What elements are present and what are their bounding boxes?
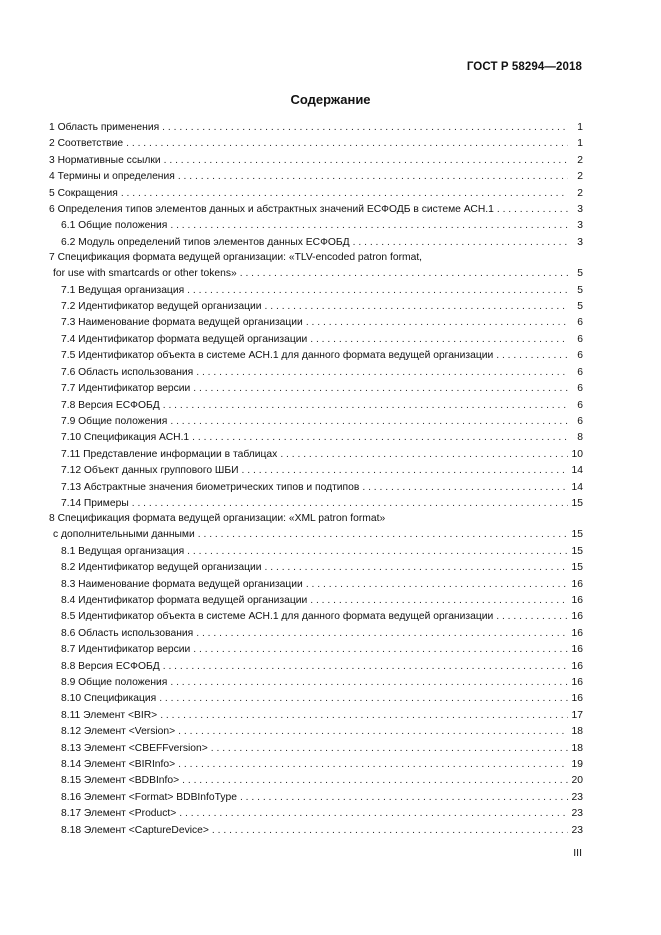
toc-entry-label: 8.12 Элемент <Version>: [61, 726, 176, 738]
toc-entry-label: 8.8 Версия ЕСФОБД: [61, 660, 160, 672]
toc-entry[interactable]: [49, 544, 583, 560]
toc-leader-dots: [240, 790, 568, 806]
toc-leader-dots: [178, 169, 568, 185]
toc-entry-label: 8.11 Элемент <BIR>: [61, 709, 158, 721]
toc-entry-label: 2 Соответствие: [49, 138, 124, 150]
toc-entry-page: 3: [577, 220, 583, 232]
page-title: Содержание: [290, 92, 371, 107]
toc-leader-dots: [164, 153, 568, 169]
toc-entry[interactable]: [49, 724, 583, 740]
toc-entry-label: 7.2 Идентификатор ведущей организации: [61, 301, 262, 313]
toc-leader-dots: [496, 348, 568, 364]
toc-entry-page: 2: [577, 171, 583, 183]
toc-entry-heading: 8 Спецификация формата ведущей организации: «XML patron format»: [49, 513, 386, 525]
toc-leader-dots: [163, 398, 568, 414]
toc-entry[interactable]: [49, 283, 583, 299]
toc-entry[interactable]: [49, 609, 583, 625]
toc-entry-label: 7.14 Примеры: [61, 497, 129, 509]
toc-entry-page: 16: [571, 693, 583, 705]
toc-entry[interactable]: [49, 235, 583, 251]
toc-entry-page: 3: [577, 204, 583, 216]
toc-leader-dots: [306, 315, 568, 331]
toc-entry-page: 14: [571, 481, 583, 493]
toc-entry-label: 8.4 Идентификатор формата ведущей организации: [61, 594, 308, 606]
toc-entry-page: 5: [577, 301, 583, 313]
toc-entry-label: 8.5 Идентификатор объекта в системе АСН.1 для данного формата ведущей организации: [61, 611, 494, 623]
toc-entry-page: 6: [577, 317, 583, 329]
toc-entry-page: 10: [571, 448, 583, 460]
toc-leader-dots: [310, 332, 568, 348]
toc-entry[interactable]: [49, 560, 583, 576]
toc-entry-label: 6.1 Общие положения: [61, 220, 168, 232]
toc-leader-dots: [179, 806, 568, 822]
toc-entry[interactable]: [49, 153, 583, 169]
toc-entry-label: 8.17 Элемент <Product>: [61, 808, 177, 820]
toc-entry-page: 17: [571, 709, 583, 721]
toc-leader-dots: [242, 463, 568, 479]
standard-number: ГОСТ Р 58294—2018: [466, 61, 582, 73]
toc-entry[interactable]: [49, 480, 583, 496]
toc-leader-dots: [306, 577, 568, 593]
toc-leader-dots: [126, 136, 568, 152]
toc-entry[interactable]: [49, 136, 583, 152]
toc-entry-label: 7.4 Идентификатор формата ведущей организации: [61, 333, 308, 345]
toc-entry[interactable]: [49, 642, 583, 658]
toc-leader-dots: [160, 708, 568, 724]
toc-entry-page: 23: [571, 808, 583, 820]
toc-leader-dots: [192, 430, 568, 446]
toc-leader-dots: [196, 365, 568, 381]
toc-leader-dots: [170, 675, 568, 691]
toc-entry-page: 14: [571, 465, 583, 477]
toc-leader-dots: [496, 609, 568, 625]
toc-entry[interactable]: [49, 593, 583, 609]
toc-entry-page: 6: [577, 383, 583, 395]
toc-entry-label: 8.15 Элемент <BDBInfo>: [61, 775, 180, 787]
toc-leader-dots: [310, 593, 568, 609]
toc-entry-label: 7.11 Представление информации в таблицах: [61, 448, 278, 460]
toc-entry[interactable]: [49, 120, 583, 136]
toc-leader-dots: [196, 626, 568, 642]
toc-entry[interactable]: [49, 315, 583, 331]
toc-entry-page: 18: [571, 726, 583, 738]
toc-entry[interactable]: [49, 773, 583, 789]
toc-entry[interactable]: [49, 691, 583, 707]
toc-entry-page: 16: [571, 594, 583, 606]
toc-entry-page: 16: [571, 677, 583, 688]
toc-entry[interactable]: [49, 365, 583, 381]
toc-entry-page: 5: [577, 268, 583, 280]
toc-leader-dots: [170, 414, 568, 430]
toc-entry-label: 7.10 Спецификация АСН.1: [61, 432, 190, 444]
toc-entry[interactable]: [49, 186, 583, 202]
toc-leader-dots: [193, 642, 568, 658]
toc-leader-dots: [182, 773, 568, 789]
toc-leader-dots: [162, 120, 568, 136]
toc-entry-page: 15: [571, 545, 583, 557]
toc-leader-dots: [178, 724, 568, 740]
toc-entry-label: 7.9 Общие положения: [61, 415, 168, 427]
toc-leader-dots: [159, 691, 568, 707]
toc-leader-dots: [132, 496, 568, 512]
toc-leader-dots: [178, 757, 568, 773]
toc-entry-page: 19: [571, 759, 583, 771]
toc-entry-label: с дополнительными данными: [53, 529, 195, 541]
toc-entry[interactable]: [49, 218, 583, 234]
toc-entry[interactable]: [49, 169, 583, 185]
toc-entry[interactable]: [49, 741, 583, 757]
toc-entry-heading: 7 Спецификация формата ведущей организации: «TLV-encoded patron format,: [49, 252, 423, 264]
toc-entry-label: 7.13 Абстрактные значения биометрических типов и подтипов: [61, 481, 360, 493]
toc-entry[interactable]: [49, 659, 583, 675]
toc-entry[interactable]: [49, 675, 583, 691]
toc-leader-dots: [193, 381, 568, 397]
toc-leader-dots: [265, 560, 568, 576]
toc-entry-label: 5 Сокращения: [49, 187, 118, 199]
toc-entry-page: 6: [577, 366, 583, 378]
toc-entry-label: 7.8 Версия ЕСФОБД: [61, 399, 160, 411]
toc-leader-dots: [170, 218, 568, 234]
table-of-contents: [49, 120, 583, 839]
toc-entry[interactable]: [49, 577, 583, 593]
toc-entry-label: 8.2 Идентификатор ведущей организации: [61, 562, 262, 574]
toc-leader-dots: [187, 283, 568, 299]
toc-entry-page: 1: [577, 138, 583, 150]
toc-entry[interactable]: [49, 496, 583, 512]
toc-entry-label: 7.5 Идентификатор объекта в системе АСН.1 для данного формата ведущей организации: [61, 350, 494, 362]
toc-entry-page: 20: [571, 775, 583, 787]
toc-entry-label: 8.7 Идентификатор версии: [61, 644, 191, 656]
toc-entry[interactable]: [49, 790, 583, 806]
toc-entry-label: 4 Термины и определения: [49, 171, 175, 183]
toc-entry-page: 5: [577, 284, 583, 296]
toc-entry-page: 15: [571, 529, 583, 541]
toc-entry[interactable]: [49, 332, 583, 348]
toc-entry[interactable]: [49, 708, 583, 724]
toc-entry-page: 3: [577, 236, 583, 248]
toc-entry-page: 23: [571, 824, 583, 836]
toc-entry-page: 2: [577, 187, 583, 199]
toc-entry-label: 7.3 Наименование формата ведущей организации: [61, 317, 303, 329]
toc-leader-dots: [353, 235, 568, 251]
toc-entry-page: 15: [571, 497, 583, 509]
toc-leader-dots: [211, 741, 568, 757]
toc-entry[interactable]: [49, 266, 583, 282]
toc-leader-dots: [265, 299, 568, 315]
toc-entry-label: 7.7 Идентификатор версии: [61, 383, 191, 395]
toc-entry-page: 16: [571, 644, 583, 656]
toc-leader-dots: [187, 544, 568, 560]
toc-entry[interactable]: [49, 202, 583, 218]
toc-entry-label: 8.3 Наименование формата ведущей организации: [61, 578, 303, 590]
toc-entry[interactable]: [49, 398, 583, 414]
toc-leader-dots: [497, 202, 568, 218]
toc-leader-dots: [240, 266, 568, 282]
toc-entry-page: 6: [577, 415, 583, 427]
toc-entry-page: 8: [577, 432, 583, 444]
toc-entry[interactable]: [49, 299, 583, 315]
toc-entry-page: 2: [577, 154, 583, 166]
toc-entry-page: 23: [571, 791, 583, 803]
toc-leader-dots: [212, 823, 568, 839]
toc-entry-label: 8.10 Спецификация: [61, 693, 157, 705]
toc-entry-label: 8.6 Область использования: [61, 627, 194, 639]
toc-entry[interactable]: [49, 806, 583, 822]
toc-leader-dots: [280, 447, 568, 463]
toc-entry-label: 7.1 Ведущая организация: [61, 284, 185, 296]
toc-entry-label: for use with smartcards or other tokens»: [53, 268, 237, 280]
toc-entry-label: 8.14 Элемент <BIRInfo>: [61, 759, 176, 771]
toc-entry-label: 6 Определения типов элементов данных и абстрактных значений ЕСФОДБ в системе АСН.1: [49, 204, 494, 216]
toc-entry[interactable]: [49, 757, 583, 773]
toc-entry-page: 1: [577, 122, 583, 133]
toc-leader-dots: [121, 186, 568, 202]
toc-leader-dots: [163, 659, 568, 675]
toc-entry[interactable]: [49, 626, 583, 642]
toc-entry-page: 16: [571, 627, 583, 639]
toc-entry-label: 7.6 Область использования: [61, 366, 194, 378]
toc-entry-label: 8.9 Общие положения: [61, 677, 168, 688]
toc-entry-label: 8.16 Элемент <Format> BDBInfoType: [61, 791, 237, 803]
toc-entry[interactable]: [49, 823, 583, 839]
toc-entry-page: 18: [571, 742, 583, 754]
page-number: III: [573, 847, 582, 859]
toc-entry[interactable]: [49, 527, 583, 543]
toc-entry[interactable]: [49, 381, 583, 397]
toc-leader-dots: [198, 527, 568, 543]
toc-entry-label: 8.13 Элемент <CBEFFversion>: [61, 742, 208, 754]
toc-entry-page: 16: [571, 611, 583, 623]
toc-entry-page: 16: [571, 578, 583, 590]
toc-entry[interactable]: [49, 430, 583, 446]
toc-entry-label: 1 Область применения: [49, 122, 160, 133]
toc-entry[interactable]: [49, 447, 583, 463]
toc-leader-dots: [362, 480, 568, 496]
toc-entry-label: 8.1 Ведущая организация: [61, 545, 185, 557]
toc-entry[interactable]: [49, 348, 583, 364]
toc-entry-page: 6: [577, 350, 583, 362]
toc-entry-label: 8.18 Элемент <CaptureDevice>: [61, 824, 209, 836]
toc-entry-page: 6: [577, 333, 583, 345]
toc-entry[interactable]: [49, 463, 583, 479]
toc-entry-page: 6: [577, 399, 583, 411]
toc-entry[interactable]: [49, 414, 583, 430]
toc-entry-label: 6.2 Модуль определений типов элементов данных ЕСФОБД: [61, 236, 350, 248]
toc-entry-label: 7.12 Объект данных группового ШБИ: [61, 465, 239, 477]
toc-entry-label: 3 Нормативные ссылки: [49, 154, 161, 166]
toc-entry-page: 15: [571, 562, 583, 574]
toc-entry-page: 16: [571, 660, 583, 672]
